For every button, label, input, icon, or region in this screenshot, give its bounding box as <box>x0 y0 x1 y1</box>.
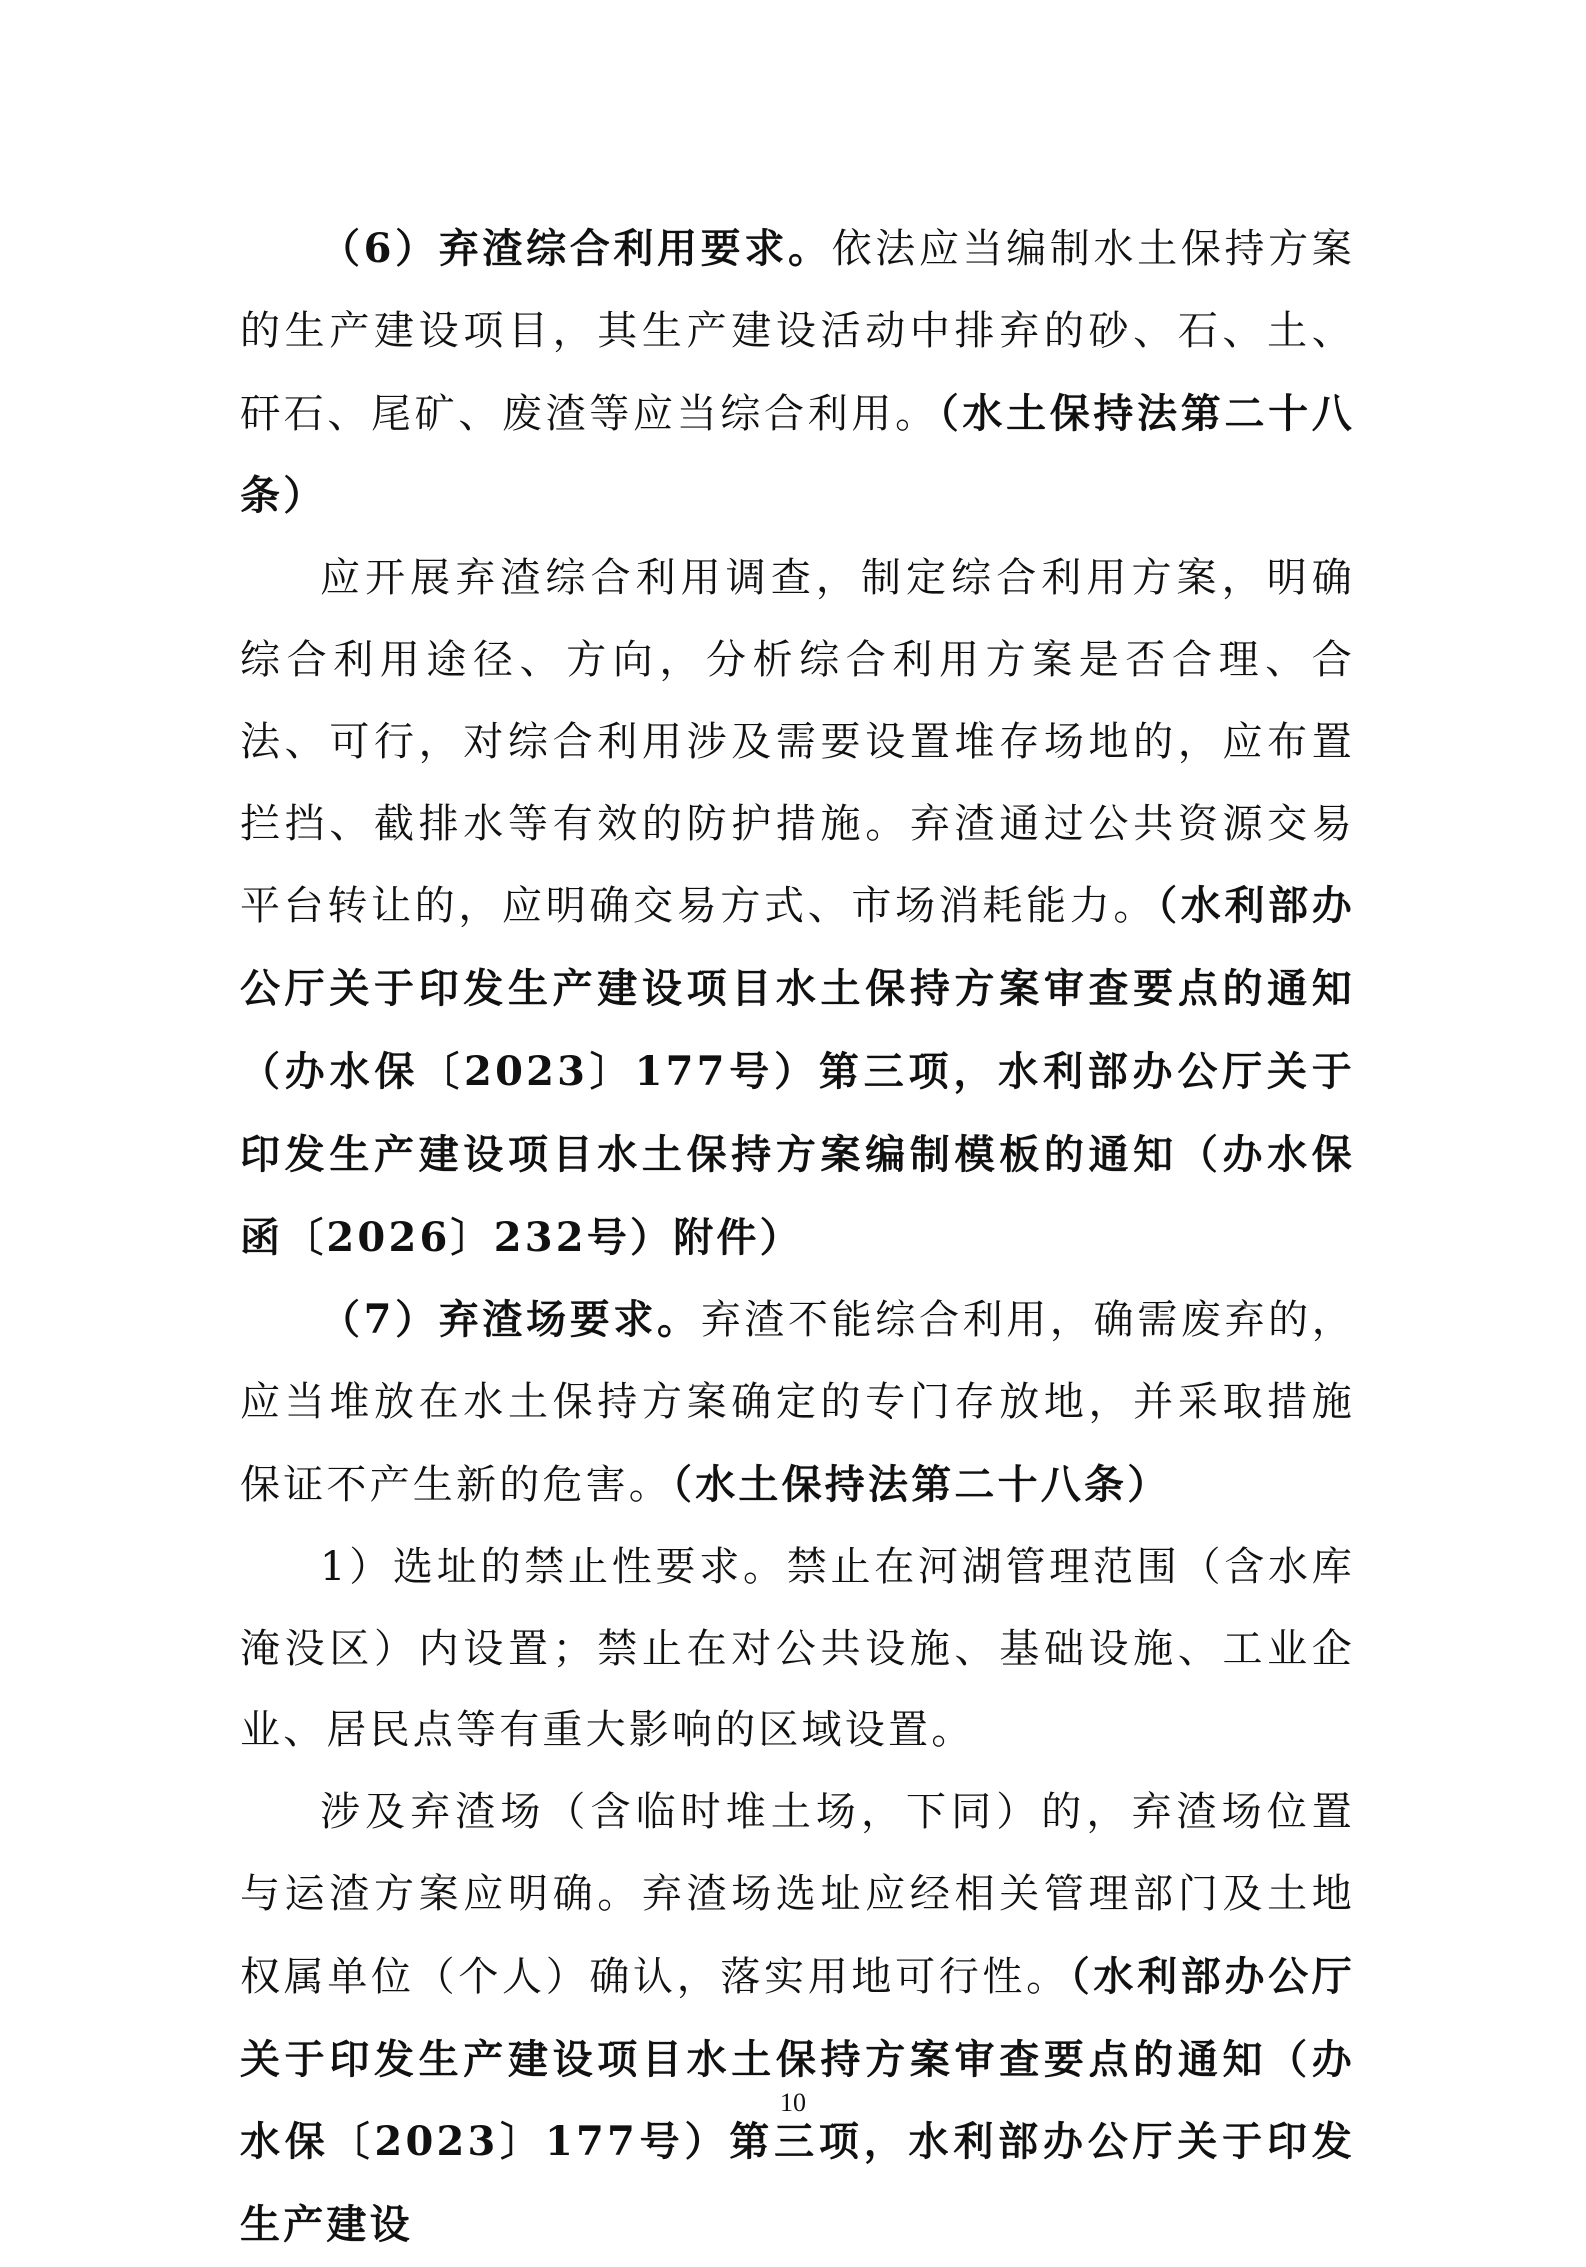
paragraph-text: 弃渣不能综合利用，确需废弃的，应当堆放在水土保持方案确定的专门存放地，并采取措施保证不产生新的危害。 <box>240 1297 1355 1508</box>
heading-spoil-reuse-requirement: （6）弃渣综合利用要求。 <box>320 225 832 272</box>
paragraph-text: 涉及弃渣场（含临时堆土场，下同）的，弃渣场位置与运渣方案应明确。弃渣场选址应经相关管理部门及土地权属单位（个人）确认，落实用地可行性。 <box>240 1789 1355 2000</box>
paragraph-site-confirmation <box>240 1772 1355 2267</box>
paragraph-6-spoil-reuse <box>240 208 1355 538</box>
page-number: 10 <box>780 2088 806 2117</box>
paragraph-reuse-survey <box>240 538 1355 1279</box>
paragraph-site-prohibitions <box>240 1527 1355 1772</box>
legal-citation: （水利部办公厅关于印发生产建设项目水土保持方案审查要点的通知（办水保〔2023〕177号）第三项，水利部办公厅关于印发生产建设项目水土保持方案编制模板的通知（办水保函〔2026〕232号）附件） <box>240 882 1355 1261</box>
paragraph-text: 应开展弃渣综合利用调查，制定综合利用方案，明确综合利用途径、方向，分析综合利用方案是否合理、合法、可行，对综合利用涉及需要设置堆存场地的，应布置拦挡、截排水等有效的防护措施。弃渣通过公共资源交易平台转让的，应明确交易方式、市场消耗能力。 <box>240 555 1355 930</box>
document-body <box>240 208 1355 2267</box>
paragraph-7-spoil-site <box>240 1279 1355 1526</box>
legal-citation: （水土保持法第二十八条） <box>240 389 1355 520</box>
paragraph-text: 依法应当编制水土保持方案的生产建设项目，其生产建设活动中排弃的砂、石、土、矸石、尾矿、废渣等应当综合利用。 <box>240 226 1355 437</box>
paragraph-text: 1）选址的禁止性要求。禁止在河湖管理范围（含水库淹没区）内设置；禁止在对公共设施、基础设施、工业企业、居民点等有重大影响的区域设置。 <box>240 1543 1355 1754</box>
heading-spoil-site-requirement: （7）弃渣场要求。 <box>320 1296 701 1344</box>
legal-citation: （水利部办公厅关于印发生产建设项目水土保持方案审查要点的通知（办水保〔2023〕177号）第三项，水利部办公厅关于印发生产建设 <box>240 1952 1355 2249</box>
legal-citation: （水土保持法第二十八条） <box>672 1460 1171 1508</box>
